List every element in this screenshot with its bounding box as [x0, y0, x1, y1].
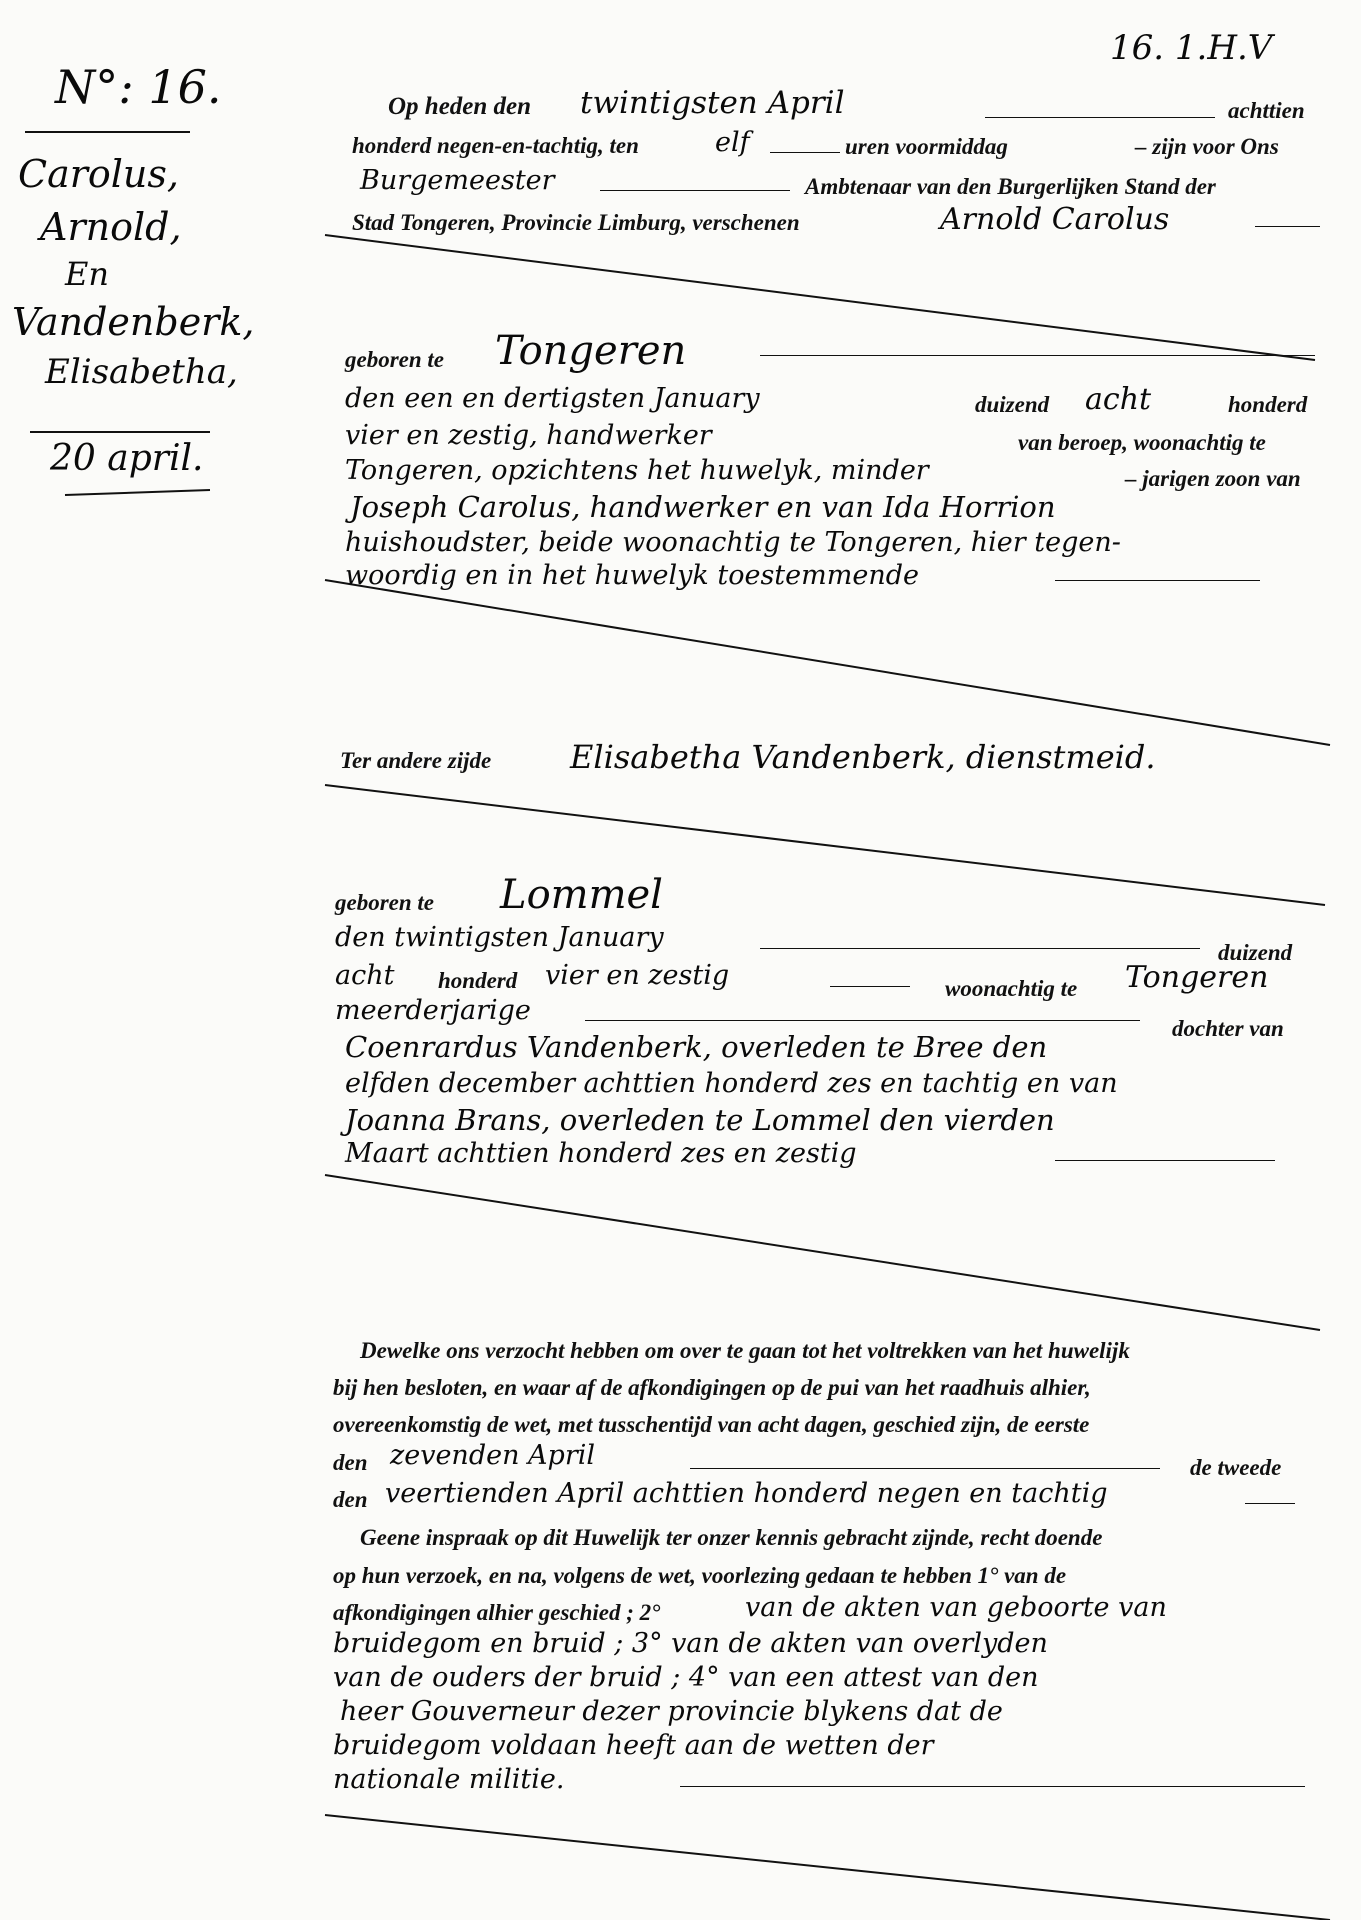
- margin-bride-name: Elisabetha,: [45, 352, 238, 392]
- groom-birth-year-occupation: vier en zestig, handwerker: [345, 420, 712, 451]
- intro-line2-printed: honderd negen-en-tachtig, ten: [352, 133, 639, 158]
- groom-line1-printed: duizend: [975, 392, 1050, 417]
- fill-line: [1055, 580, 1260, 581]
- bride-mother-death: Maart achttien honderd zes en zestig: [345, 1138, 857, 1169]
- bride-name-occupation: Elisabetha Vandenberk, dienstmeid.: [570, 738, 1156, 776]
- fill-line: [690, 1468, 1160, 1469]
- bride-line2-printed: honderd: [438, 968, 518, 993]
- fill-line: [985, 117, 1215, 118]
- margin-date: 20 april.: [50, 438, 204, 479]
- intro-hour-hand: elf: [715, 127, 750, 158]
- closing-line6: Geene inspraak op dit Huwelijk ter onzer kennis gebracht zijnde, recht doende: [360, 1525, 1103, 1550]
- groom-line1-end: honderd: [1228, 392, 1308, 417]
- bride-born-place: Lommel: [500, 872, 663, 918]
- closing-line11: heer Gouverneur dezer provincie blykens dat de: [340, 1696, 1003, 1727]
- margin-groom-name: Arnold,: [40, 205, 182, 249]
- fill-line: [760, 948, 1200, 949]
- closing-line12: bruidegom voldaan heeft aan de wetten der: [333, 1730, 934, 1761]
- closing-line4-end: de tweede: [1190, 1455, 1282, 1480]
- groom-parents: Joseph Carolus, handwerker en van Ida Horrion: [350, 490, 1056, 524]
- closing-line7: op hun verzoek, en na, volgens de wet, voorlezing gedaan te hebben 1° van de: [333, 1563, 1067, 1588]
- fill-line: [585, 1020, 1140, 1021]
- bride-father-death: elfden december achttien honderd zes en tachtig en van: [345, 1068, 1118, 1099]
- fill-line: [600, 190, 790, 191]
- closing-line2: bij hen besloten, en waar af de afkondigingen op de pui van het raadhuis alhier,: [333, 1375, 1091, 1400]
- bride-father: Coenrardus Vandenberk, overleden te Bree den: [345, 1030, 1048, 1064]
- closing-line3: overeenkomstig de wet, met tusschentijd van acht dagen, geschied zijn, de eerste: [333, 1412, 1090, 1437]
- bride-birth-date: den twintigsten January: [335, 922, 664, 953]
- first-proclamation-date: zevenden April: [390, 1440, 596, 1471]
- fill-line: [830, 986, 910, 987]
- groom-name-hand: Arnold Carolus: [940, 202, 1170, 237]
- fill-line: [680, 1786, 1305, 1787]
- corner-reference: 16. 1.H.V: [1110, 28, 1273, 68]
- fill-line: [770, 152, 840, 153]
- margin-groom-surname: Carolus,: [18, 152, 179, 196]
- groom-parents-residence: huishoudster, beide woonachtig te Tongeren, hier tegen-: [345, 527, 1121, 558]
- groom-birth-date: den een en dertigsten January: [345, 383, 760, 414]
- bride-birth-year-b: vier en zestig: [545, 960, 730, 991]
- groom-line3-printed: – jarigen zoon van: [1125, 466, 1301, 491]
- margin-conjunction: En: [65, 255, 109, 293]
- groom-consent: woordig en in het huwelyk toestemmende: [345, 560, 919, 591]
- bride-residence: Tongeren: [1125, 960, 1269, 995]
- closing-line13: nationale militie.: [333, 1764, 565, 1795]
- margin-bride-surname: Vandenberk,: [12, 300, 255, 344]
- closing-line1: Dewelke ons verzocht hebben om over te gaan tot het voltrekken van het huwelijk: [360, 1338, 1130, 1363]
- intro-line2-uren: uren voormiddag: [845, 134, 1008, 159]
- closing-line9: bruidegom en bruid ; 3° van de akten van overlyden: [333, 1628, 1048, 1659]
- bride-line2-residence-label: woonachtig te: [945, 976, 1078, 1001]
- intro-official-hand: Burgemeester: [360, 165, 555, 196]
- closing-line10: van de ouders der bruid ; 4° van een attest van den: [333, 1662, 1039, 1693]
- intro-line3-printed: Ambtenaar van den Burgerlijken Stand der: [805, 174, 1216, 199]
- groom-born-label: geboren te: [345, 347, 445, 372]
- bride-born-label: geboren te: [335, 890, 435, 915]
- bride-line3-printed: dochter van: [1172, 1016, 1284, 1041]
- record-number: N°: 16.: [55, 60, 222, 114]
- bride-birth-year-a: acht: [335, 960, 395, 991]
- bride-line1-printed: duizend: [1218, 940, 1293, 965]
- intro-line2-end: – zijn voor Ons: [1135, 134, 1279, 159]
- closing-line8-printed: afkondigingen alhier geschied ; 2°: [333, 1600, 661, 1625]
- fill-line: [760, 355, 1315, 356]
- groom-residence: Tongeren, opzichtens het huwelyk, minder: [345, 455, 929, 486]
- intro-date-hand: twintigsten April: [580, 85, 845, 121]
- groom-line2-printed: van beroep, woonachtig te: [1018, 430, 1266, 455]
- closing-line5-den: den: [333, 1487, 368, 1512]
- fill-line: [1245, 1503, 1295, 1504]
- fill-line: [1255, 226, 1320, 227]
- fill-line: [1055, 1160, 1275, 1161]
- intro-line4-printed: Stad Tongeren, Provincie Limburg, verschenen: [352, 210, 800, 235]
- groom-line1-hand: acht: [1085, 382, 1152, 417]
- intro-line1-end: achttien: [1228, 98, 1305, 123]
- second-proclamation-date: veertienden April achttien honderd negen en tachtig: [385, 1478, 1108, 1509]
- closing-line4-den: den: [333, 1450, 368, 1475]
- bride-intro-label: Ter andere zijde: [340, 748, 492, 773]
- intro-line1-printed: Op heden den: [388, 93, 532, 120]
- closing-line8-hand: van de akten van geboorte van: [745, 1592, 1167, 1623]
- groom-born-place: Tongeren: [495, 328, 687, 374]
- bride-mother: Joanna Brans, overleden te Lommel den vierden: [345, 1103, 1055, 1137]
- bride-age-status: meerderjarige: [335, 995, 531, 1026]
